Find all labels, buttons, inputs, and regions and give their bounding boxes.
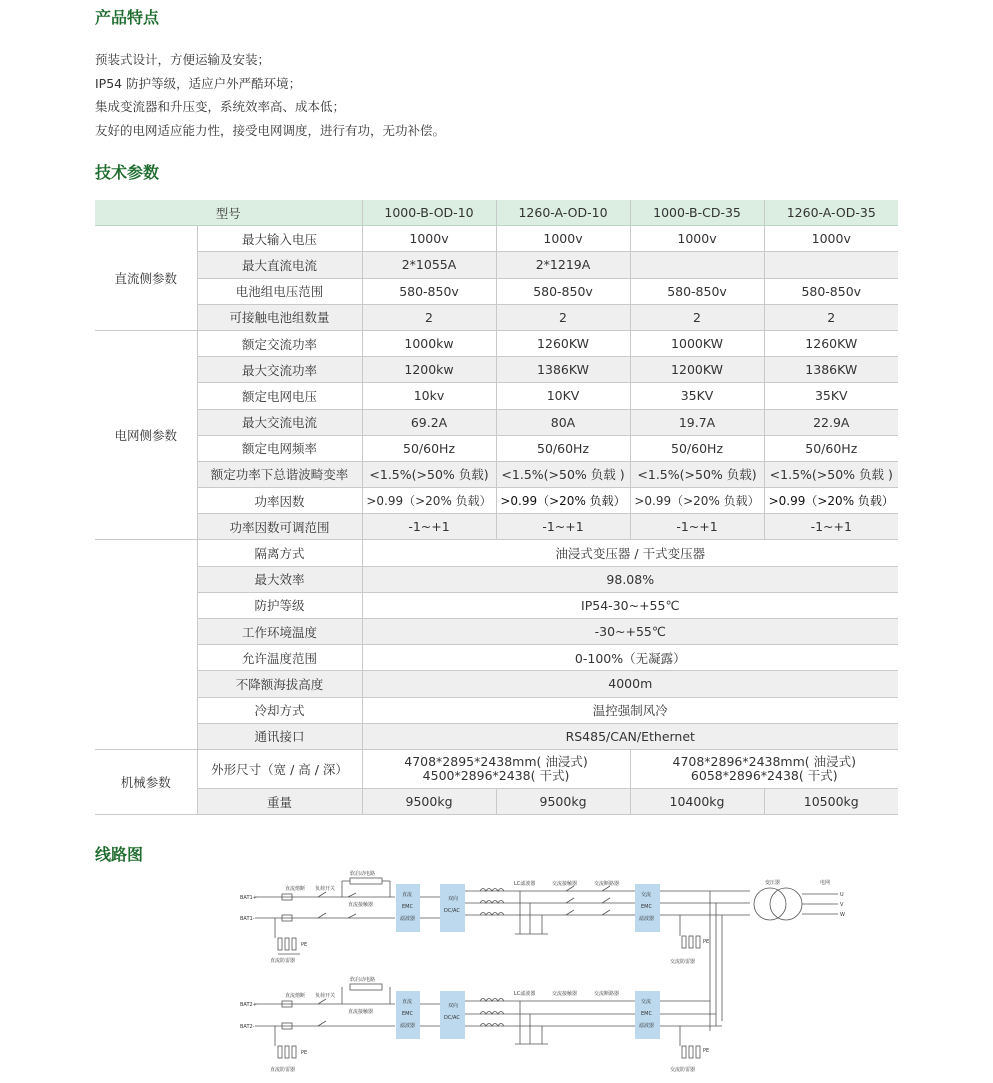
table-row — [95, 435, 898, 461]
label-dc-emc: EMC — [402, 1011, 413, 1017]
label-ac-contactor: 交流接触器 — [552, 881, 578, 887]
cell: 10400kg — [630, 788, 764, 814]
cell: 1000v — [362, 226, 496, 252]
circuit-diagram — [230, 866, 850, 1083]
table-row — [95, 749, 898, 788]
cell: >0.99（>20% 负载） — [496, 488, 630, 514]
param-label: 最大交流电流 — [197, 409, 362, 435]
label-ac-arrester: 交流防雷器 — [670, 959, 696, 965]
label-ac-emc: EMC — [641, 904, 652, 910]
table-row — [95, 671, 898, 697]
cell: 50/60Hz — [764, 435, 898, 461]
dims-line: 4708*2896*2438mm( 油浸式) — [672, 753, 857, 769]
cell: 1000KW — [630, 330, 764, 356]
param-label: 电池组电压范围 — [197, 278, 362, 304]
param-label: 功率因数 — [197, 488, 362, 514]
label-dc-fuse: 直流熔断 — [285, 993, 306, 999]
table-row — [95, 278, 898, 304]
cell: 2 — [362, 304, 496, 330]
label-pe: PE — [703, 1048, 710, 1054]
cell: 2 — [764, 304, 898, 330]
cell: 98.08% — [362, 566, 898, 592]
param-label: 额定电网频率 — [197, 435, 362, 461]
label-ac-emc: 交流 — [641, 999, 652, 1005]
cell: >0.99（>20% 负载） — [362, 488, 496, 514]
label-grid: 电网 — [820, 880, 831, 886]
table-row — [95, 788, 898, 814]
cell — [630, 252, 764, 278]
cell: 19.7A — [630, 409, 764, 435]
label-dc-emc: 滤波器 — [400, 916, 416, 922]
param-label: 额定功率下总谐波畸变率 — [197, 461, 362, 487]
label-phase-v: V — [840, 902, 844, 908]
header-col: 1260-A-OD-35 — [764, 200, 898, 226]
param-label: 重量 — [197, 788, 362, 814]
param-label: 工作环境温度 — [197, 619, 362, 645]
param-label: 最大输入电压 — [197, 226, 362, 252]
cell: <1.5%(>50% 负载) — [362, 461, 496, 487]
table-row — [95, 252, 898, 278]
param-label: 隔离方式 — [197, 540, 362, 566]
param-label: 额定交流功率 — [197, 330, 362, 356]
feature-item: 预装式设计，方便运输及安装； — [95, 52, 271, 67]
label-soft-start: 软启动电路 — [350, 977, 376, 983]
cell: 35KV — [764, 383, 898, 409]
cell: 580-850v — [362, 278, 496, 304]
dims-cell-left — [362, 749, 630, 788]
cell: >0.99（>20% 负载） — [630, 488, 764, 514]
cell: 50/60Hz — [496, 435, 630, 461]
cell: 1000v — [630, 226, 764, 252]
param-label: 防护等级 — [197, 592, 362, 618]
label-bat1n: BAT1- — [240, 916, 255, 922]
label-ac-breaker: 交流断路器 — [594, 991, 620, 997]
cell: 580-850v — [764, 278, 898, 304]
cell: 0-100%（无凝露） — [362, 645, 898, 671]
group-common — [95, 540, 197, 750]
cell: -1~+1 — [362, 514, 496, 540]
cell: 80A — [496, 409, 630, 435]
group-dc: 直流侧参数 — [95, 226, 197, 331]
table-row — [95, 330, 898, 356]
group-grid: 电网侧参数 — [95, 330, 197, 540]
label-bat1p: BAT1+ — [240, 895, 257, 901]
header-col: 1000-B-OD-10 — [362, 200, 496, 226]
circuit-boxes — [396, 884, 660, 1039]
dims-cell-right — [630, 749, 898, 788]
cell: -1~+1 — [630, 514, 764, 540]
label-soft-start: 软启动电路 — [350, 871, 376, 877]
label-ac-breaker: 交流断路器 — [594, 881, 620, 887]
cell: 1000v — [764, 226, 898, 252]
param-label: 最大交流功率 — [197, 357, 362, 383]
feature-item: IP54 防护等级，适应户外严酷环境； — [95, 75, 302, 91]
cell: -1~+1 — [764, 514, 898, 540]
cell: -30~+55℃ — [362, 619, 898, 645]
label-dc-arrester: 直流防雷器 — [270, 958, 296, 964]
table-row — [95, 697, 898, 723]
table-row — [95, 592, 898, 618]
param-label: 可接触电池组数量 — [197, 304, 362, 330]
label-load-switch: 负荷开关 — [315, 993, 336, 999]
cell: -1~+1 — [496, 514, 630, 540]
label-pe: PE — [703, 939, 710, 945]
param-label: 额定电网电压 — [197, 383, 362, 409]
dims-line: 4500*2896*2438( 干式) — [422, 767, 570, 783]
table-row — [95, 461, 898, 487]
feature-item: 友好的电网适应能力性，接受电网调度，进行有功，无功补偿。 — [95, 122, 446, 138]
group-mech: 机械参数 — [95, 749, 197, 814]
cell: <1.5%(>50% 负载 ) — [764, 461, 898, 487]
param-label: 功率因数可调范围 — [197, 514, 362, 540]
label-dc-contactor: 直流接触器 — [348, 902, 374, 908]
table-row — [95, 383, 898, 409]
label-pe: PE — [301, 942, 308, 948]
cell: 50/60Hz — [362, 435, 496, 461]
cell: 温控强制风冷 — [362, 697, 898, 723]
label-transformer: 变压器 — [765, 880, 781, 886]
label-phase-u: U — [840, 892, 844, 898]
cell: 69.2A — [362, 409, 496, 435]
cell: 1386KW — [764, 357, 898, 383]
table-row — [95, 409, 898, 435]
label-ac-emc: 交流 — [641, 892, 652, 898]
cell: 9500kg — [496, 788, 630, 814]
label-ac-contactor: 交流接触器 — [552, 991, 578, 997]
cell: IP54-30~+55℃ — [362, 592, 898, 618]
label-ac-emc: EMC — [641, 1011, 652, 1017]
cell — [764, 252, 898, 278]
circuit-title: 线路图 — [95, 845, 144, 864]
label-ac-emc: 滤波器 — [639, 916, 655, 922]
cell: 1260KW — [764, 330, 898, 356]
cell: 580-850v — [496, 278, 630, 304]
table-header-row — [95, 200, 898, 226]
cell: 9500kg — [362, 788, 496, 814]
label-bidir: 双向 — [448, 896, 459, 902]
label-dc-emc: 直流 — [402, 999, 413, 1005]
label-phase-w: W — [840, 912, 845, 918]
feature-item: 集成变流器和升压变，系统效率高、成本低； — [95, 99, 346, 114]
label-dc-emc: EMC — [402, 904, 413, 910]
label-dc-fuse: 直流熔断 — [285, 886, 306, 892]
label-bidir: 双向 — [448, 1003, 459, 1009]
label-lc-filter: LC滤波器 — [514, 991, 536, 997]
param-label: 冷却方式 — [197, 697, 362, 723]
cell: 1200KW — [630, 357, 764, 383]
table-row — [95, 723, 898, 749]
param-label: 不降额海拔高度 — [197, 671, 362, 697]
table-row — [95, 304, 898, 330]
param-label: 通讯接口 — [197, 723, 362, 749]
cell: 1000v — [496, 226, 630, 252]
table-row — [95, 357, 898, 383]
label-bidir: DC/AC — [444, 1015, 460, 1021]
features-list — [95, 48, 445, 142]
table-row — [95, 488, 898, 514]
param-label: 最大效率 — [197, 566, 362, 592]
label-dc-contactor: 直流接触器 — [348, 1009, 374, 1015]
cell: 2 — [496, 304, 630, 330]
cell: 10KV — [496, 383, 630, 409]
cell: 4000m — [362, 671, 898, 697]
table-row — [95, 645, 898, 671]
features-title: 产品特点 — [95, 8, 160, 27]
label-bat2n: BAT2- — [240, 1024, 255, 1030]
cell: 2*1055A — [362, 252, 496, 278]
dims-line: 6058*2896*2438( 干式) — [690, 767, 838, 783]
label-bat2p: BAT2+ — [240, 1002, 257, 1008]
label-bidir: DC/AC — [444, 908, 460, 914]
cell: 35KV — [630, 383, 764, 409]
params-title: 技术参数 — [95, 163, 160, 182]
cell: 1260KW — [496, 330, 630, 356]
param-label: 最大直流电流 — [197, 252, 362, 278]
spec-table — [95, 200, 898, 815]
label-dc-arrester: 直流防雷器 — [270, 1067, 296, 1073]
header-col: 1260-A-OD-10 — [496, 200, 630, 226]
table-row — [95, 514, 898, 540]
table-row — [95, 619, 898, 645]
cell: 1000kw — [362, 330, 496, 356]
cell: 油浸式变压器 / 干式变压器 — [362, 540, 898, 566]
label-pe: PE — [301, 1050, 308, 1056]
table-row — [95, 566, 898, 592]
param-label: 允许温度范围 — [197, 645, 362, 671]
label-load-switch: 负荷开关 — [315, 886, 336, 892]
table-row — [95, 540, 898, 566]
cell: 2*1219A — [496, 252, 630, 278]
cell: 2 — [630, 304, 764, 330]
cell: <1.5%(>50% 负载 ) — [496, 461, 630, 487]
cell: 10500kg — [764, 788, 898, 814]
label-dc-emc: 滤波器 — [400, 1023, 416, 1029]
cell: 50/60Hz — [630, 435, 764, 461]
header-col: 1000-B-CD-35 — [630, 200, 764, 226]
cell: <1.5%(>50% 负载) — [630, 461, 764, 487]
cell: >0.99（>20% 负载） — [764, 488, 898, 514]
cell: 580-850v — [630, 278, 764, 304]
label-ac-emc: 滤波器 — [639, 1023, 655, 1029]
label-ac-arrester: 交流防雷器 — [670, 1067, 696, 1073]
label-lc-filter: LC滤波器 — [514, 881, 536, 887]
cell: 10kv — [362, 383, 496, 409]
cell: RS485/CAN/Ethernet — [362, 723, 898, 749]
table-row — [95, 226, 898, 252]
dims-line: 4708*2895*2438mm( 油浸式) — [404, 753, 588, 769]
header-model: 型号 — [95, 200, 362, 226]
cell: 1200kw — [362, 357, 496, 383]
label-dc-emc: 直流 — [402, 892, 413, 898]
cell: 22.9A — [764, 409, 898, 435]
cell: 1386KW — [496, 357, 630, 383]
param-label: 外形尺寸（宽 / 高 / 深） — [197, 749, 362, 788]
